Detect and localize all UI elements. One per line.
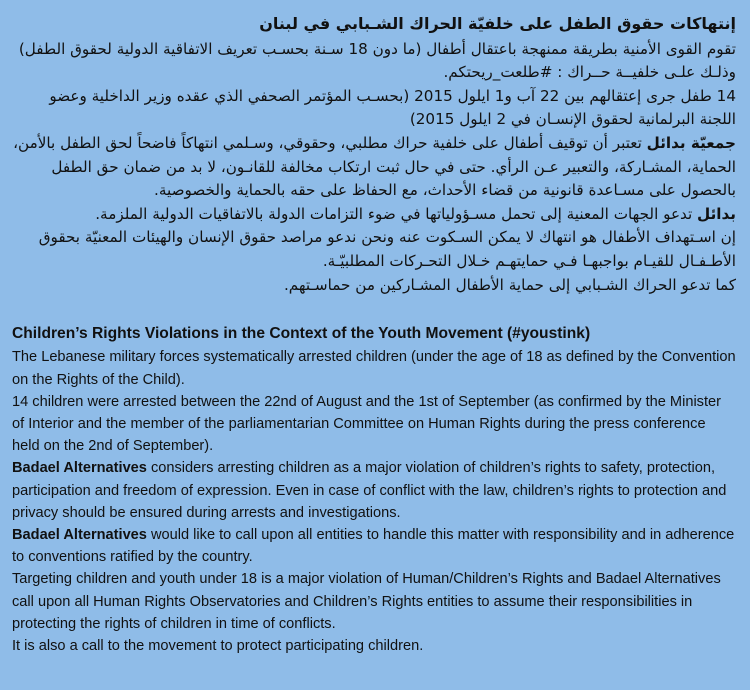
arabic-badael-position-text: تعتبر أن توقيف أطفال على خلفية حراك مطلبي، وحقوقي، وسـلمي انتهاكاً فاضحاً لحق الطفل بالأمن، الحماية، المشـاركة، والتعبير عـن الرأي. حتى في حال ثبت ارتكاب مخالفة للقانـون، لا بد من ضمان حق الطفل بالحصول على مسـاعدة قانونية من قضاء الأحداث، مع الحفاظ على حقه بالحماية والخصوصية. — [13, 133, 736, 200]
english-title: Children’s Rights Violations in the Context of the Youth Movement (#youstink) — [12, 325, 591, 343]
english-paragraph-movement-call: It is also a call to the movement to protect participating children. — [12, 637, 424, 654]
arabic-title: إنتهاكات حقوق الطفل على خلفيّة الحراك الشـبابي في لبنان — [259, 14, 736, 33]
arabic-paragraph-count: 14 طفل جرى إعتقالهم بين 22 آب و1 ايلول 2015 (بحسـب المؤتمر الصحفي الذي عقده وزير الداخلية وعضو اللجنة البرلمانية لحقوق الإنسـان في 2 ايلول 2015) — [49, 86, 736, 129]
english-badael-call-text: would like to call upon all entities to handle this matter with responsibility and in adherence to conventions ratified by the country. — [12, 526, 735, 566]
english-paragraph-targeting: Targeting children and youth under 18 is a major violation of Human/Children’s Rights and Badael Alternatives call upon all Human Rights Observatories and Children’s Rights entities to assume their responsibilities in protecting the rights of children in time of conflicts. — [12, 571, 721, 632]
english-badael-position-text: considers arresting children as a major violation of children’s rights to safety, protection, participation and freedom of expression. Even in case of conflict with the law, children’s rights to protection and privacy should be ensured during arrests and investigations. — [12, 460, 727, 521]
arabic-paragraph-badael-position — [12, 132, 736, 203]
english-statement — [12, 323, 736, 657]
arabic-badael-call-text: تدعو الجهات المعنية إلى تحمل مسـؤولياتها في ضوء التزامات الدولة بالاتفاقيات الدولية الملزمة. — [95, 204, 698, 223]
english-badael-call-lead: Badael Alternatives — [12, 526, 147, 543]
english-paragraph-badael-position — [12, 457, 736, 524]
arabic-badael-lead: جمعيّة بدائل — [646, 133, 736, 152]
english-badael-lead: Badael Alternatives — [12, 460, 147, 477]
arabic-paragraph-arrests: تقوم القوى الأمنية بطريقة ممنهجة باعتقال أطفال (ما دون 18 سـنة بحسـب تعريف الاتفاقية الدولية لحقوق الطفل) وذلـك علـى خلفيــة حــراك : #طلعت_ريحتكم. — [18, 39, 736, 82]
english-paragraph-count: 14 children were arrested between the 22nd of August and the 1st of September (as confirmed by the Minister of Interior and the member of the parliamentarian Committee on Human Rights during the press conference held on the 2nd of September). — [12, 393, 722, 455]
arabic-paragraph-badael-call — [12, 203, 736, 227]
arabic-badael-call-lead: بدائل — [697, 204, 736, 223]
english-paragraph-arrests: The Lebanese military forces systematically arrested children (under the age of 18 as defined by the Convention on the Rights of the Child). — [12, 349, 736, 388]
arabic-paragraph-movement-call: كما تدعو الحراك الشـبابي إلى حماية الأطفال المشـاركين من حماسـتهم. — [283, 275, 736, 294]
arabic-statement — [12, 12, 736, 297]
arabic-paragraph-targeting: إن اسـتهداف الأطفال هو انتهاك لا يمكن السـكوت عنه ونحن ندعو مراصد حقوق الإنسان والهيئات المعنيّة بحقوق الأطـفـال للقيـام بواجبهـا فـي حمايتهـم خـلال التحـركات المطلبيّـة. — [38, 228, 736, 270]
english-paragraph-badael-call — [12, 524, 736, 568]
